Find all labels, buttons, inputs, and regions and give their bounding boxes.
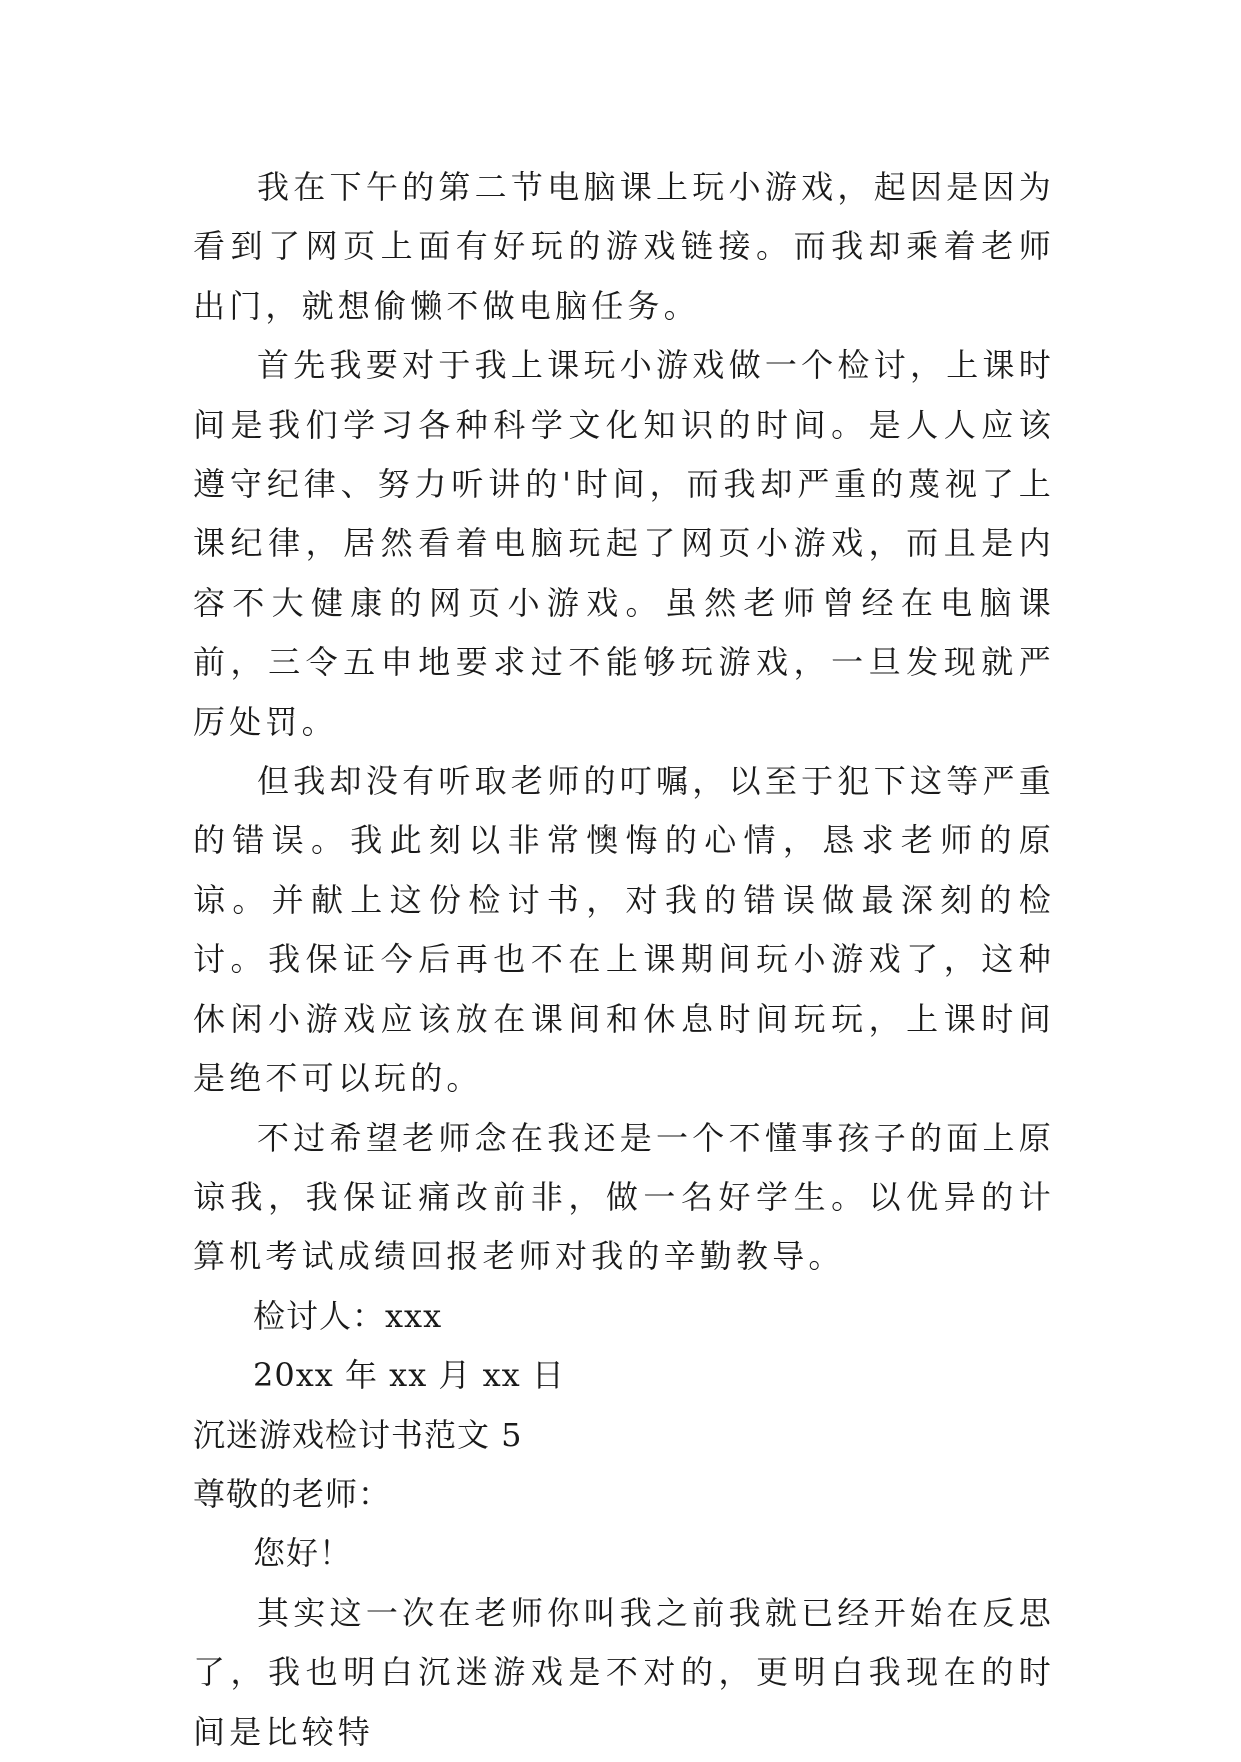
section-title: 沉迷游戏检讨书范文 5 — [193, 1415, 523, 1454]
paragraph-1: 我在下午的第二节电脑课上玩小游戏，起因是因为看到了网页上面有好玩的游戏链接。而我却乘着老师出门，就想偷懒不做电脑任务。 — [193, 168, 1055, 325]
paragraph-2: 首先我要对于我上课玩小游戏做一个检讨，上课时间是我们学习各种科学文化知识的时间。是人人应该遵守纪律、努力听讲的'时间，而我却严重的蔑视了上课纪律，居然看着电脑玩起了网页小游戏，而且是内容不大健康的网页小游戏。虽然老师曾经在电脑课前，三令五申地要求过不能够玩游戏，一旦发现就严厉处罚。 — [193, 346, 1055, 741]
document-body — [193, 158, 1055, 1762]
paragraph-5: 其实这一次在老师你叫我之前我就已经开始在反思了，我也明白沉迷游戏是不对的，更明白我现在的时间是比较特 — [193, 1593, 1055, 1751]
greeting: 您好！ — [253, 1534, 353, 1573]
signer-line: 检讨人：xxx — [253, 1296, 443, 1335]
date-line: 20xx 年 xx 月 xx 日 — [253, 1356, 565, 1395]
paragraph-3: 但我却没有听取老师的叮嘱，以至于犯下这等严重的错误。我此刻以非常懊悔的心情，恳求老师的原谅。并献上这份检讨书，对我的错误做最深刻的检讨。我保证今后再也不在上课期间玩小游戏了，这种休闲小游戏应该放在课间和休息时间玩玩，上课时间是绝不可以玩的。 — [193, 762, 1055, 1098]
salutation: 尊敬的老师： — [193, 1474, 392, 1513]
paragraph-4: 不过希望老师念在我还是一个不懂事孩子的面上原谅我，我保证痛改前非，做一名好学生。以优异的计算机考试成绩回报老师对我的辛勤教导。 — [193, 1118, 1055, 1276]
